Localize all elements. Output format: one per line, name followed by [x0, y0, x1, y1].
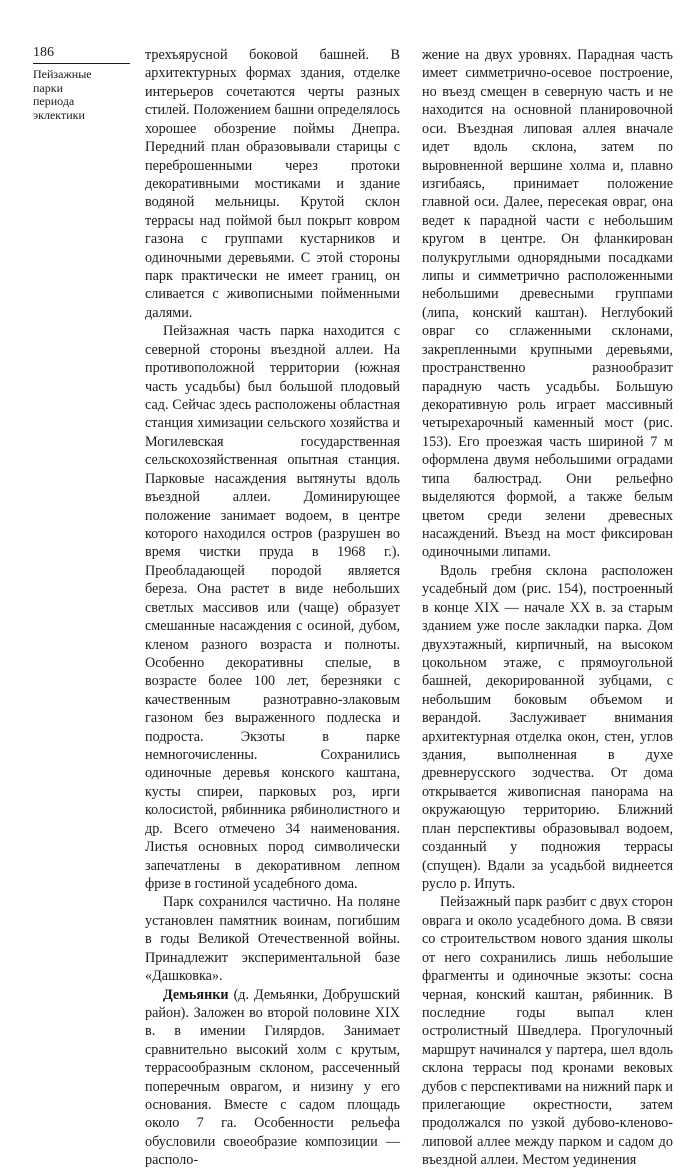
text-column-left: [145, 46, 400, 1170]
paragraph-continued: трехъярусной боковой башней. В архитектурных формах здания, отделке интерьеров сочетаются черты разных стилей. Положением башни определялось хорошее обозрение поймы Днепра. Передний план образовывали старицы с переброшенными через протоки декоративными мостиками и здание водяной мельницы. Крутой склон террасы над поймой был покрыт ковром газона с группами кустарников и одиночными деревьями. С этой стороны парк практически не имеет границ, он сливается с живописными пойменными далями.: [145, 47, 400, 321]
running-head-line-4: эклектики: [33, 107, 85, 122]
running-head: [33, 68, 133, 122]
text-column-right: [422, 46, 673, 1170]
paragraph-landscape-part: Пейзажная часть парка находится с северной стороны въездной аллеи. На противоположной территории (южная часть усадьбы) был большой плодовый сад. Сейчас здесь расположены областная станция химизации сельского хозяйства и Могилевская государственная сельскохозяйственная опытная станция. Парковые насаждения вытянуты вдоль въездной аллеи. Доминирующее положение занимает водоем, в центре которого находился остров (разрушен во время чистки пруда в 1968 г.). Преобладающей породой является береза. Она растет в виде небольших светлых массивов или (чаще) образует смешанные насаждения с осиной, дубом, кленом разного возраста и полноты. Особенно декоративны спелые, в возрасте более 100 лет, березняки с качественным разнотравно-злаковым газоном без выраженного подлеска и подроста. Экзоты в парке немногочисленны. Сохранились одиночные деревья конского каштана, кусты спиреи, парковых роз, ирги колосистой, рябинника рябинолистного и др. Всего отмечено 34 наименования. Листья основных пород символически запечатлены в декоративном лепном фризе в гостиной усадебного дома.: [145, 323, 400, 892]
running-head-line-1: Пейзажные: [33, 67, 92, 81]
paragraph-demyanki: [145, 986, 400, 1170]
entry-text: (д. Демьянки, Добрушский район). Заложен во второй половине XIX в. в имении Гилярдов. Занимает сравнительно высокий холм с крутым, террасообразным склоном, рассеченный поперечным оврагом, и низину у его основания. Вместе с садом площадь около 7 га. Особенности рельефа обусловили своеобразие композиции — располо-: [145, 986, 400, 1169]
paragraph-park-preserved: Парк сохранился частично. На поляне установлен памятник воинам, погибшим в годы Великой Отечественной войны. Принадлежит экспериментальной базе «Дашковка».: [145, 894, 400, 985]
margin-column: [33, 44, 133, 122]
running-head-line-3: периода: [33, 94, 75, 108]
running-head-line-2: парки: [33, 80, 63, 95]
page-number: 186: [33, 44, 130, 64]
paragraph-landscape-park: Пейзажный парк разбит с двух сторон оврага и около усадебного дома. В связи со строительством нового здания школы от него сохранились лишь небольшие фрагменты и одиночные экзоты: сосна черная, конский каштан, рябинник. В последние годы выпал клен остролистный Шведлера. Прогулочный маршрут начинался у партера, шел вдоль склона террасы под кронами вековых дубов с перспективами на нижний парк и прилегающие окрестности, затем продолжался по узкой дубово-кленово-липовой аллее между парком и садом до въездной аллеи. Местом уединения: [422, 894, 673, 1169]
entry-headword: Демьянки: [163, 986, 229, 1003]
paragraph-manor-house: Вдоль гребня склона расположен усадебный дом (рис. 154), построенный в конце XIX — начале XX в. за старым зданием уже после закладки парка. Дом двухэтажный, кирпичный, на высоком цокольном этаже, с прямоугольной башней, декорированной зубцами, с небольшим боковым объемом и верандой. Заслуживает внимания архитектурная отделка окон, стен, углов здания, выполненная в духе древнерусского зодчества. От дома открывается живописная панорама на окружающую территорию. Ближний план перспективы образовывал водоем, созданный у подножия террасы (спущен). Вдали за усадьбой виднеется русло р. Ипуть.: [422, 562, 673, 892]
paragraph-composition: жение на двух уровнях. Парадная часть имеет симметрично-осевое построение, но въезд смещен в северную часть и не находится на основной планировочной оси. Въездная липовая аллея вначале идет вдоль склона, затем по выровненной вершине холма и, плавно изгибаясь, принимает положение главной оси. Далее, пересекая овраг, она ведет к парадной части с небольшим кругом в центре. Он фланкирован полукруглыми однорядными посадками липы и симметрично расположенными небольшими древесными группами (липа, конский каштан). Неглубокий овраг со сглаженными склонами, закрепленными крупными деревьями, пространственно разнообразит парадную часть усадьбы. Большую декоративную роль играет массивный четырехарочный каменный мост (рис. 153). Его проезжая часть шириной 7 м оформлена двумя небольшими оградами типа балюстрад. Они рельефно выделяются формой, а также белым цветом среди зелени древесных насаждений. Въезд на мост фиксирован одиночными липами.: [422, 47, 673, 561]
